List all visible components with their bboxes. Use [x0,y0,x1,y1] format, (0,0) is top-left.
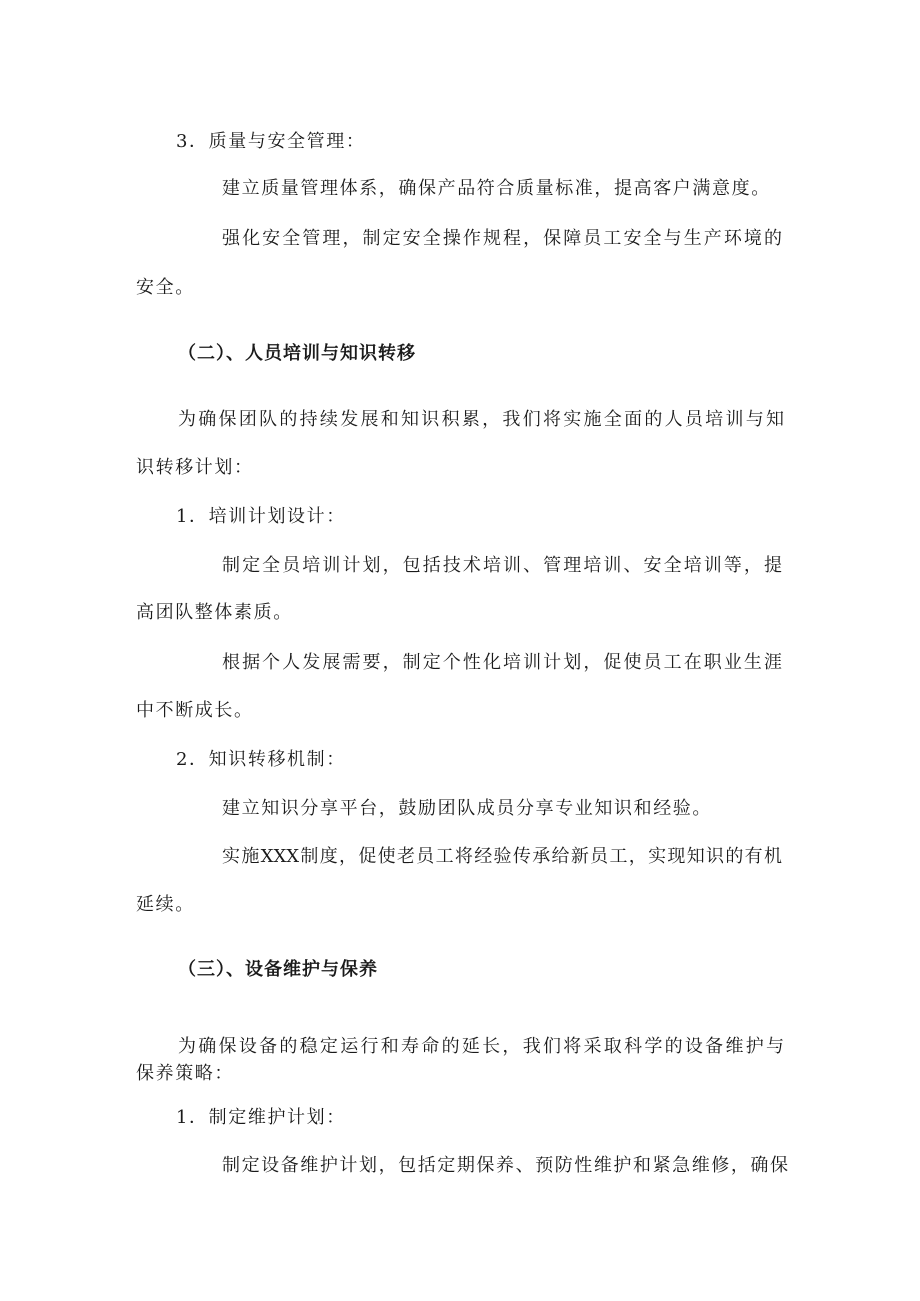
section-3-intro-line-2: 保养策略： [136,1063,234,1084]
section-2-item-1-paragraph-1-line-1: 制定全员培训计划，包括技术培训、管理培训、安全培训等，提 [222,555,782,576]
section-2-item-2-title: 2．知识转移机制： [176,749,346,770]
section-2-intro-line-1: 为确保团队的持续发展和知识积累，我们将实施全面的人员培训与知 [178,409,784,430]
item3-title: 3．质量与安全管理： [176,131,366,152]
section-2-item-1-title: 1．培训计划设计： [176,506,346,527]
item3-paragraph-2-line-1: 强化安全管理，制定安全操作规程，保障员工安全与生产环境的 [222,228,782,249]
item3-paragraph-2-line-2: 安全。 [136,277,195,298]
section-2-item-2-paragraph-1: 建立知识分享平台，鼓励团队成员分享专业知识和经验。 [222,798,712,819]
section-2-item-2-paragraph-2-line-1: 实施XXX制度，促使老员工将经验传承给新员工，实现知识的有机 [222,846,782,867]
section-2-item-1-paragraph-2-line-1: 根据个人发展需要，制定个性化培训计划，促使员工在职业生涯 [222,652,782,673]
section-3-intro-line-1: 为确保设备的稳定运行和寿命的延长，我们将采取科学的设备维护与 [178,1036,784,1057]
section-2-intro-line-2: 识转移计划： [136,457,254,478]
section-3-item-1-title: 1．制定维护计划： [176,1107,346,1128]
section-2-item-1-paragraph-2-line-2: 中不断成长。 [136,700,254,721]
section-2-heading: （二）、人员培训与知识转移 [178,343,416,364]
section-3-item-1-paragraph-1-line-1: 制定设备维护计划，包括定期保养、预防性维护和紧急维修，确保 [222,1155,788,1176]
section-3-heading: （三）、设备维护与保养 [178,959,378,980]
section-2-item-2-paragraph-2-line-2: 延续。 [136,894,195,915]
section-2-item-1-paragraph-1-line-2: 高团队整体素质。 [136,602,293,623]
item3-paragraph-1: 建立质量管理体系，确保产品符合质量标准，提高客户满意度。 [222,178,771,199]
